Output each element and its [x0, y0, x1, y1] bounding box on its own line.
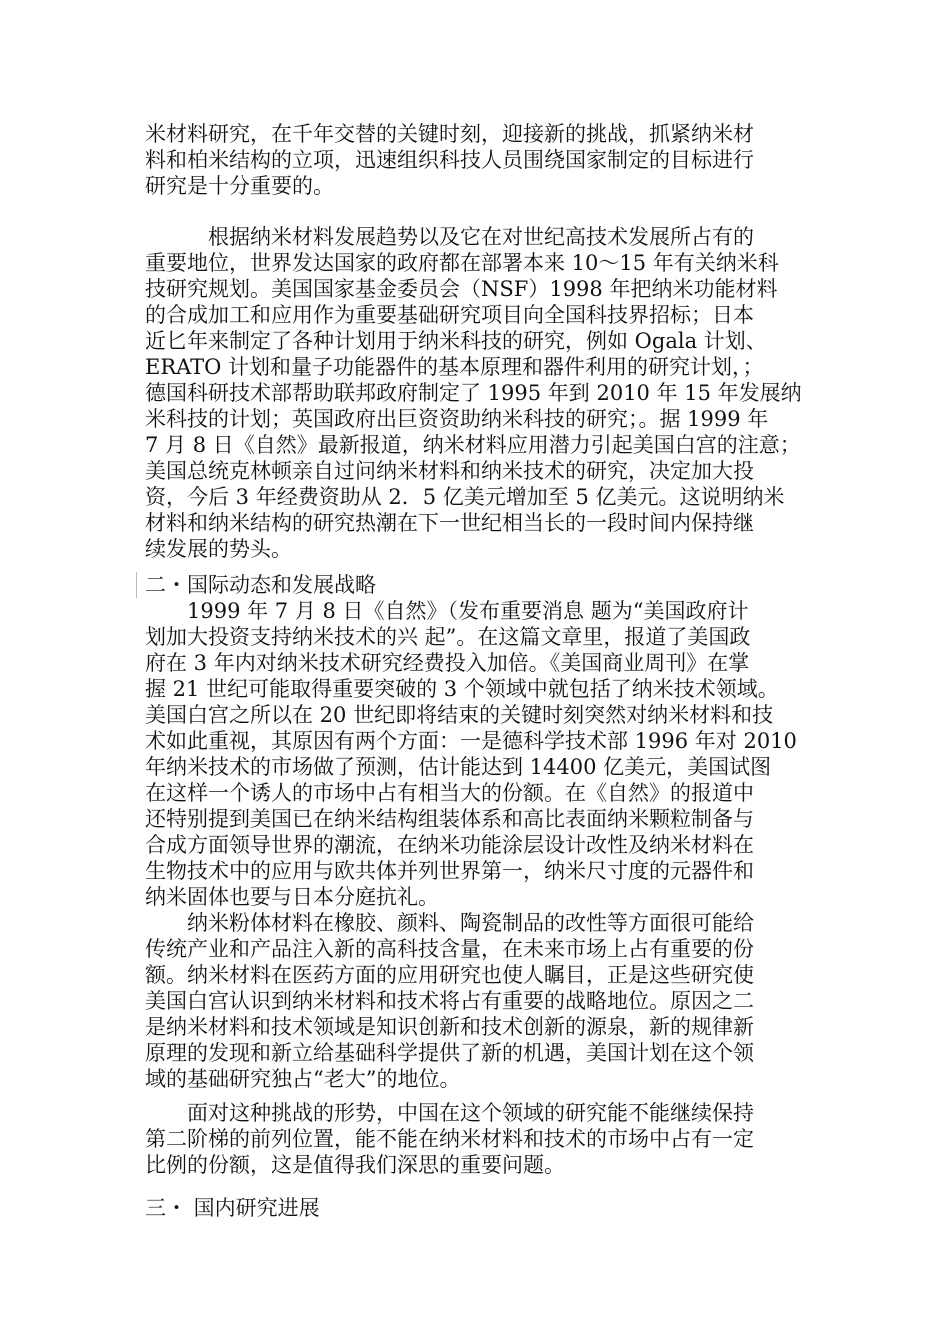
- text-line: 握 21 世纪可能取得重要突破的 3 个领域中就包括了纳米技术领域。: [145, 677, 779, 701]
- text-line: 是纳米材料和技术领域是知识创新和技术创新的源泉，新的规律新: [145, 1015, 754, 1039]
- text-line: 年纳米技术的市场做了预测，估计能达到 14400 亿美元，美国试图: [145, 755, 772, 779]
- text-line: 原理的发现和新立给基础科学提供了新的机遇，美国计划在这个领: [145, 1041, 754, 1065]
- text-line: 传统产业和产品注入新的高科技含量，在未来市场上占有重要的份: [145, 937, 754, 961]
- text-line: 还特别提到美国已在纳米结构组装体系和高比表面纳米颗粒制备与: [145, 807, 754, 831]
- text-line: 合成方面领导世界的潮流，在纳米功能涂层设计改性及纳米材料在: [145, 833, 754, 857]
- text-line: 资，今后 3 年经费资助从 2．5 亿美元增加至 5 亿美元。这说明纳米: [145, 485, 785, 509]
- text-line: 近匕年来制定了各种计划用于纳米科技的研究，例如 Ogala 计划、: [145, 329, 767, 353]
- text-line: 米科技的计划；英国政府出巨资资助纳米科技的研究；。据 1999 年: [145, 407, 769, 431]
- heading-text: 二・国际动态和发展战略: [145, 573, 376, 597]
- text-line: 比例的份额，这是值得我们深思的重要问题。: [145, 1153, 565, 1177]
- text-line: 纳米粉体材料在橡胶、颜料、陶瓷制品的改性等方面很可能给: [145, 911, 754, 935]
- text-line: 根据纳米材料发展趋势以及它在对世纪高技术发展所占有的: [145, 225, 754, 249]
- text-line: 域的基础研究独占“老大”的地位。: [145, 1067, 461, 1091]
- text-line: 术如此重视，其原因有两个方面：一是德科学技术部 1996 年对 2010: [145, 729, 797, 753]
- text-line: 额。纳米材料在医药方面的应用研究也使人瞩目，正是这些研究使: [145, 963, 754, 987]
- section-heading-2: [145, 572, 825, 598]
- text-line: 7 月 8 日《自然》最新报道，纳米材料应用潜力引起美国白宫的注意；: [145, 433, 801, 457]
- paragraph-1: [145, 121, 825, 199]
- section-heading-3: [145, 1195, 825, 1221]
- text-line: 划加大投资支持纳米技术的兴 起”。在这篇文章里，报道了美国政: [145, 625, 751, 649]
- text-line: 纳米固体也要与日本分庭抗礼。: [145, 885, 439, 909]
- text-line: 生物技术中的应用与欧共体并列世界第一，纳米尺寸度的元器件和: [145, 859, 754, 883]
- paragraph-2: [145, 224, 825, 562]
- heading-text: 三・ 国内研究进展: [145, 1196, 320, 1220]
- text-line: 面对这种挑战的形势，中国在这个领域的研究能不能继续保持: [145, 1101, 754, 1125]
- text-line: 续发展的势头。: [145, 537, 292, 561]
- text-line: 材料和纳米结构的研究热潮在下一世纪相当长的一段时间内保持继: [145, 511, 754, 535]
- text-line: 美国白宫之所以在 20 世纪即将结束的关键时刻突然对纳米材料和技: [145, 703, 774, 727]
- text-line: 府在 3 年内对纳米技术研究经费投入加倍。《美国商业周刊》在掌: [145, 651, 750, 675]
- text-line: 料和柏米结构的立项，迅速组织科技人员围绕国家制定的目标进行: [145, 148, 754, 172]
- paragraph-4: [145, 910, 825, 1092]
- text-line: 的合成加工和应用作为重要基础研究项目向全国科技界招标；日本: [145, 303, 754, 327]
- text-line: 1999 年 7 月 8 日《自然》（发布重要消息 题为“美国政府计: [145, 599, 749, 623]
- text-line: 米材料研究，在千年交替的关键时刻，迎接新的挑战，抓紧纳米材: [145, 122, 754, 146]
- paragraph-5: [145, 1100, 825, 1178]
- section-marker: [136, 572, 137, 598]
- text-line: 重要地位，世界发达国家的政府都在部署本来 10～15 年有关纳米科: [145, 251, 779, 275]
- text-line: 美国总统克林顿亲自过问纳米材料和纳米技术的研究，决定加大投: [145, 459, 754, 483]
- text-line: 技研究规划。美国国家基金委员会（NSF）1998 年把纳米功能材料: [145, 277, 778, 301]
- paragraph-3: [145, 598, 825, 910]
- text-line: 第二阶梯的前列位置，能不能在纳米材料和技术的市场中占有一定: [145, 1127, 754, 1151]
- text-line: 在这样一个诱人的市场中占有相当大的份额。在《自然》的报道中: [145, 781, 754, 805]
- text-line: ERATO 计划和量子功能器件的基本原理和器件利用的研究计划，；: [145, 355, 764, 379]
- text-line: 研究是十分重要的。: [145, 174, 334, 198]
- text-line: 德国科研技术部帮助联邦政府制定了 1995 年到 2010 年 15 年发展纳: [145, 381, 802, 405]
- text-line: 美国白宫认识到纳米材料和技术将占有重要的战略地位。原因之二: [145, 989, 754, 1013]
